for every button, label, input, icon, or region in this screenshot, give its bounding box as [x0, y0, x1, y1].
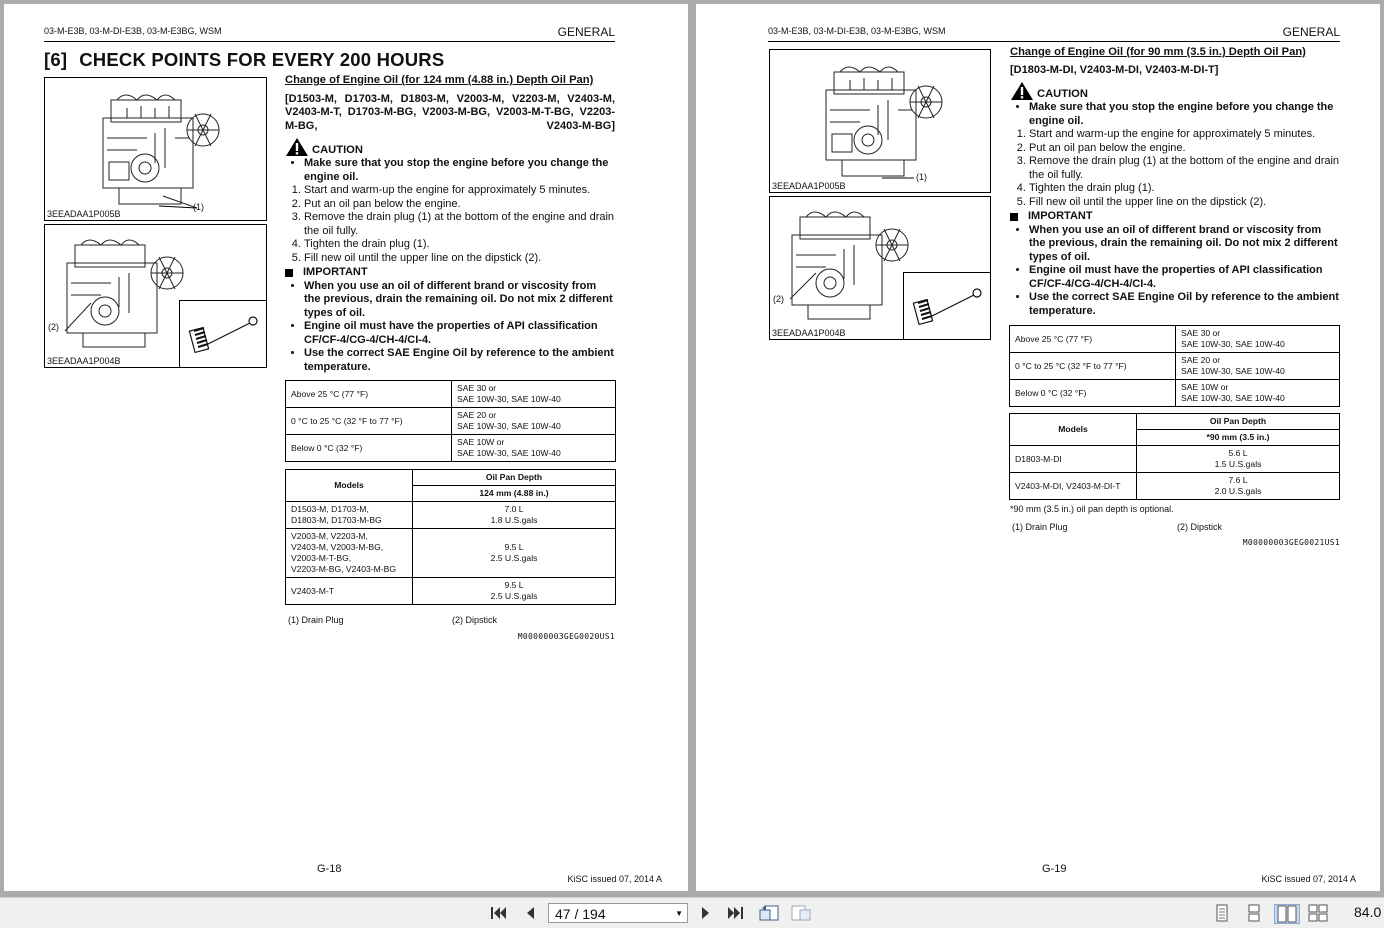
cell-line: SAE 10W-30, SAE 10W-40	[457, 421, 561, 431]
dipstick-inset	[179, 300, 267, 368]
figure-caption: 3EEADAA1P005B	[47, 209, 121, 219]
table-cell	[413, 529, 616, 578]
engine-drawing	[45, 78, 266, 220]
square-bullet-icon	[1010, 213, 1018, 221]
table-cell	[286, 502, 413, 529]
cell-line: 1.8 U.S.gals	[490, 515, 538, 525]
page-number: G-18	[317, 863, 342, 875]
first-page-icon	[489, 905, 507, 921]
table-cell: V2403-M-T	[286, 578, 413, 605]
table-row	[286, 408, 616, 435]
figure-caption: 3EEADAA1P004B	[47, 356, 121, 366]
cell-line: SAE 20 or	[457, 410, 497, 420]
important-list	[285, 280, 615, 375]
header-rule	[44, 41, 615, 42]
table-row	[286, 578, 616, 605]
step-item: 4. Tighten the drain plug (1).	[1029, 182, 1340, 196]
table-cell	[286, 529, 413, 578]
cell-line: 2.5 U.S.gals	[490, 553, 538, 563]
models-header: Models	[286, 470, 413, 502]
single-page-view-button[interactable]	[1212, 904, 1232, 922]
last-page-icon	[727, 905, 745, 921]
table-cell	[1176, 380, 1340, 407]
last-page-button[interactable]	[726, 904, 746, 922]
table-cell	[1137, 473, 1340, 500]
table-cell	[1137, 446, 1340, 473]
oil-capacity-table	[1009, 413, 1340, 500]
cell-line: SAE 10W-30, SAE 10W-40	[1181, 393, 1285, 403]
caution-title: CAUTION	[312, 143, 363, 156]
depth-header: Oil Pan Depth	[413, 470, 616, 486]
table-row	[1010, 446, 1340, 473]
page-g18	[4, 4, 688, 891]
header-rule	[768, 41, 1340, 42]
two-page-continuous-button[interactable]	[1308, 904, 1328, 922]
section-title-text: CHECK POINTS FOR EVERY 200 HOURS	[79, 49, 445, 70]
table-cell: 0 °C to 25 °C (32 °F to 77 °F)	[286, 408, 452, 435]
chevron-down-icon[interactable]: ▼	[675, 909, 683, 918]
depth-header: Oil Pan Depth	[1137, 414, 1340, 430]
legend-dipstick: (2) Dipstick	[1177, 522, 1223, 532]
table-row	[286, 502, 616, 529]
cell-line: 2.0 U.S.gals	[1214, 486, 1262, 496]
table-row	[286, 470, 616, 486]
step-item: 1. Start and warm-up the engine for approximately 5 minutes.	[304, 184, 615, 198]
cell-line: D1803-M, D1703-M-BG	[291, 515, 382, 525]
applicable-models: [D1803-M-DI, V2403-M-DI, V2403-M-DI-T]	[1010, 63, 1219, 76]
table-cell: Below 0 °C (32 °F)	[286, 435, 452, 462]
table-row	[286, 381, 616, 408]
table-row	[286, 435, 616, 462]
dipstick-callout: (2)	[773, 294, 784, 304]
important-title: IMPORTANT	[1028, 210, 1093, 222]
continuous-view-button[interactable]	[1244, 904, 1264, 922]
single-page-icon	[1214, 904, 1230, 922]
cell-line: V2403-M, V2003-M-BG,	[291, 542, 384, 552]
step-item: 3. Remove the drain plug (1) at the bottom of the engine and drain the oil fully.	[1029, 155, 1340, 182]
table-cell	[1176, 353, 1340, 380]
previous-view-icon	[758, 904, 780, 922]
next-page-button[interactable]	[696, 904, 716, 922]
cell-line: 5.6 L	[1228, 448, 1248, 458]
prev-page-button[interactable]	[520, 904, 540, 922]
dipstick-icon	[180, 301, 266, 367]
issued-note: KiSC issued 07, 2014 A	[1261, 874, 1356, 884]
engine-figure-drain-plug	[44, 77, 267, 221]
engine-drawing	[770, 50, 990, 192]
figure-caption: 3EEADAA1P004B	[772, 328, 846, 338]
important-item: • Engine oil must have the properties of API classification CF/CF-4/CG-4/CH-4/CI-4.	[304, 320, 615, 347]
cell-line: V2003-M, V2203-M,	[291, 531, 368, 541]
depth-subheader: 124 mm (4.88 in.)	[413, 486, 616, 502]
table-cell	[413, 578, 616, 605]
cell-line: 7.6 L	[1228, 475, 1248, 485]
cell-line: SAE 30 or	[457, 383, 497, 393]
dipstick-inset	[903, 272, 991, 340]
header-models: 03-M-E3B, 03-M-DI-E3B, 03-M-E3BG, WSM	[768, 26, 946, 36]
caution-list	[285, 157, 615, 184]
caution-item: • Make sure that you stop the engine before you change the engine oil.	[1029, 101, 1340, 128]
go-forward-view-button[interactable]	[790, 904, 812, 922]
procedure-text	[1010, 46, 1340, 318]
page-number-input[interactable]	[548, 903, 688, 923]
legend-dipstick: (2) Dipstick	[452, 615, 498, 625]
cell-line: 9.5 L	[504, 542, 524, 552]
two-page-view-button[interactable]	[1274, 904, 1300, 924]
cell-line: 1.5 U.S.gals	[1214, 459, 1262, 469]
footnote: *90 mm (3.5 in.) oil pan depth is optional.	[1010, 504, 1174, 514]
page-number: G-19	[1042, 863, 1067, 875]
table-cell: Above 25 °C (77 °F)	[1010, 326, 1176, 353]
section-number: [6]	[44, 49, 68, 70]
engine-figure-dipstick	[769, 196, 991, 340]
table-row	[286, 529, 616, 578]
caution-item: • Make sure that you stop the engine before you change the engine oil.	[304, 157, 615, 184]
step-item: 2. Put an oil pan below the engine.	[1029, 142, 1340, 156]
table-cell	[452, 435, 616, 462]
figure-caption: 3EEADAA1P005B	[772, 181, 846, 191]
table-cell: Above 25 °C (77 °F)	[286, 381, 452, 408]
caution-list	[1010, 101, 1340, 128]
important-item: • Engine oil must have the properties of API classification CF/CF-4/CG-4/CH-4/CI-4.	[1029, 264, 1340, 291]
table-cell	[452, 381, 616, 408]
go-back-view-button[interactable]	[758, 904, 780, 922]
two-page-icon	[1277, 905, 1297, 923]
cell-line: 9.5 L	[504, 580, 524, 590]
important-item: • Use the correct SAE Engine Oil by reference to the ambient temperature.	[1029, 291, 1340, 318]
table-cell	[452, 408, 616, 435]
applicable-models: [D1503-M, D1703-M, D1803-M, V2003-M, V2203-M, V2403-M, V2403-M-T, D1703-M-BG, V2003-M-BG, V2003-M-T-BG, V2203-M-BG, V2403-M-BG]	[285, 92, 615, 132]
step-item: 5. Fill new oil until the upper line on the dipstick (2).	[1029, 196, 1340, 210]
cell-line: 7.0 L	[504, 504, 524, 514]
cell-line: SAE 10W-30, SAE 10W-40	[457, 394, 561, 404]
important-item: • When you use an oil of different brand or viscosity from the previous, drain the remaining oil. Do not mix 2 different types of oil.	[304, 280, 615, 321]
cell-line: SAE 10W or	[457, 437, 505, 447]
table-cell	[1176, 326, 1340, 353]
page-g19	[696, 4, 1380, 891]
table-cell: V2403-M-DI, V2403-M-DI-T	[1010, 473, 1137, 500]
step-item: 1. Start and warm-up the engine for approximately 5 minutes.	[1029, 128, 1340, 142]
drain-plug-callout: (1)	[916, 172, 927, 182]
step-item: 2. Put an oil pan below the engine.	[304, 198, 615, 212]
header-models: 03-M-E3B, 03-M-DI-E3B, 03-M-E3BG, WSM	[44, 26, 222, 36]
pdf-toolbar	[0, 897, 1384, 928]
step-item: 5. Fill new oil until the upper line on the dipstick (2).	[304, 252, 615, 266]
cell-line: SAE 10W-30, SAE 10W-40	[457, 448, 561, 458]
next-page-icon	[699, 905, 713, 921]
procedure-subhead: Change of Engine Oil (for 124 mm (4.88 in.) Depth Oil Pan)	[285, 74, 594, 86]
table-row	[1010, 380, 1340, 407]
header-section: GENERAL	[557, 25, 615, 39]
step-item: 3. Remove the drain plug (1) at the bottom of the engine and drain the oil fully.	[304, 211, 615, 238]
cell-line: SAE 10W-30, SAE 10W-40	[1181, 339, 1285, 349]
dipstick-callout: (2)	[48, 322, 59, 332]
table-cell: Below 0 °C (32 °F)	[1010, 380, 1176, 407]
zoom-level[interactable]: 84.0	[1354, 904, 1382, 920]
cell-line: V2203-M-BG, V2403-M-BG	[291, 564, 397, 574]
important-heading	[285, 266, 615, 280]
continuous-page-icon	[1246, 904, 1262, 922]
oil-capacity-table	[285, 469, 616, 605]
table-cell: D1803-M-DI	[1010, 446, 1137, 473]
table-row	[1010, 414, 1340, 430]
table-cell	[413, 502, 616, 529]
important-item: • When you use an oil of different brand or viscosity from the previous, drain the remaining oil. Do not mix 2 different types of oil.	[1029, 224, 1340, 265]
first-page-button[interactable]	[488, 904, 508, 922]
caution-heading	[285, 137, 615, 157]
step-item: 4. Tighten the drain plug (1).	[304, 238, 615, 252]
sae-oil-table	[285, 380, 616, 462]
table-row	[1010, 473, 1340, 500]
two-page-continuous-icon	[1308, 904, 1328, 922]
caution-heading	[1010, 81, 1340, 101]
procedure-text	[285, 74, 615, 374]
engine-figure-dipstick	[44, 224, 267, 368]
important-item: • Use the correct SAE Engine Oil by reference to the ambient temperature.	[304, 347, 615, 374]
table-cell: 0 °C to 25 °C (32 °F to 77 °F)	[1010, 353, 1176, 380]
models-header: Models	[1010, 414, 1137, 446]
sae-oil-table	[1009, 325, 1340, 407]
issued-note: KiSC issued 07, 2014 A	[567, 874, 662, 884]
header-section: GENERAL	[1282, 25, 1340, 39]
drain-plug-callout: (1)	[193, 202, 204, 212]
legend-drain-plug: (1) Drain Plug	[288, 615, 344, 625]
procedure-steps	[1010, 128, 1340, 209]
engine-figure-drain-plug	[769, 49, 991, 193]
legend-drain-plug: (1) Drain Plug	[1012, 522, 1068, 532]
cell-line: SAE 10W-30, SAE 10W-40	[1181, 366, 1285, 376]
previous-page-icon	[523, 905, 537, 921]
warning-triangle-icon	[285, 137, 309, 157]
cell-line: D1503-M, D1703-M,	[291, 504, 369, 514]
procedure-subhead: Change of Engine Oil (for 90 mm (3.5 in.) Depth Oil Pan)	[1010, 46, 1306, 58]
cell-line: SAE 20 or	[1181, 355, 1221, 365]
document-code: M00000003GEG0020US1	[517, 632, 615, 641]
cell-line: SAE 10W or	[1181, 382, 1229, 392]
warning-triangle-icon	[1010, 81, 1034, 101]
important-heading	[1010, 210, 1340, 224]
section-title	[44, 49, 444, 71]
important-list	[1010, 224, 1340, 319]
square-bullet-icon	[285, 269, 293, 277]
cell-line: SAE 30 or	[1181, 328, 1221, 338]
table-row	[1010, 326, 1340, 353]
depth-subheader: *90 mm (3.5 in.)	[1137, 430, 1340, 446]
table-row	[1010, 353, 1340, 380]
document-code: M00000003GEG0021US1	[1242, 538, 1340, 547]
cell-line: V2003-M-T-BG,	[291, 553, 352, 563]
procedure-steps	[285, 184, 615, 265]
cell-line: 2.5 U.S.gals	[490, 591, 538, 601]
caution-title: CAUTION	[1037, 87, 1088, 100]
important-title: IMPORTANT	[303, 266, 368, 278]
dipstick-icon	[904, 273, 990, 339]
page-display: 47 / 194	[555, 906, 606, 922]
next-view-icon	[790, 904, 812, 922]
